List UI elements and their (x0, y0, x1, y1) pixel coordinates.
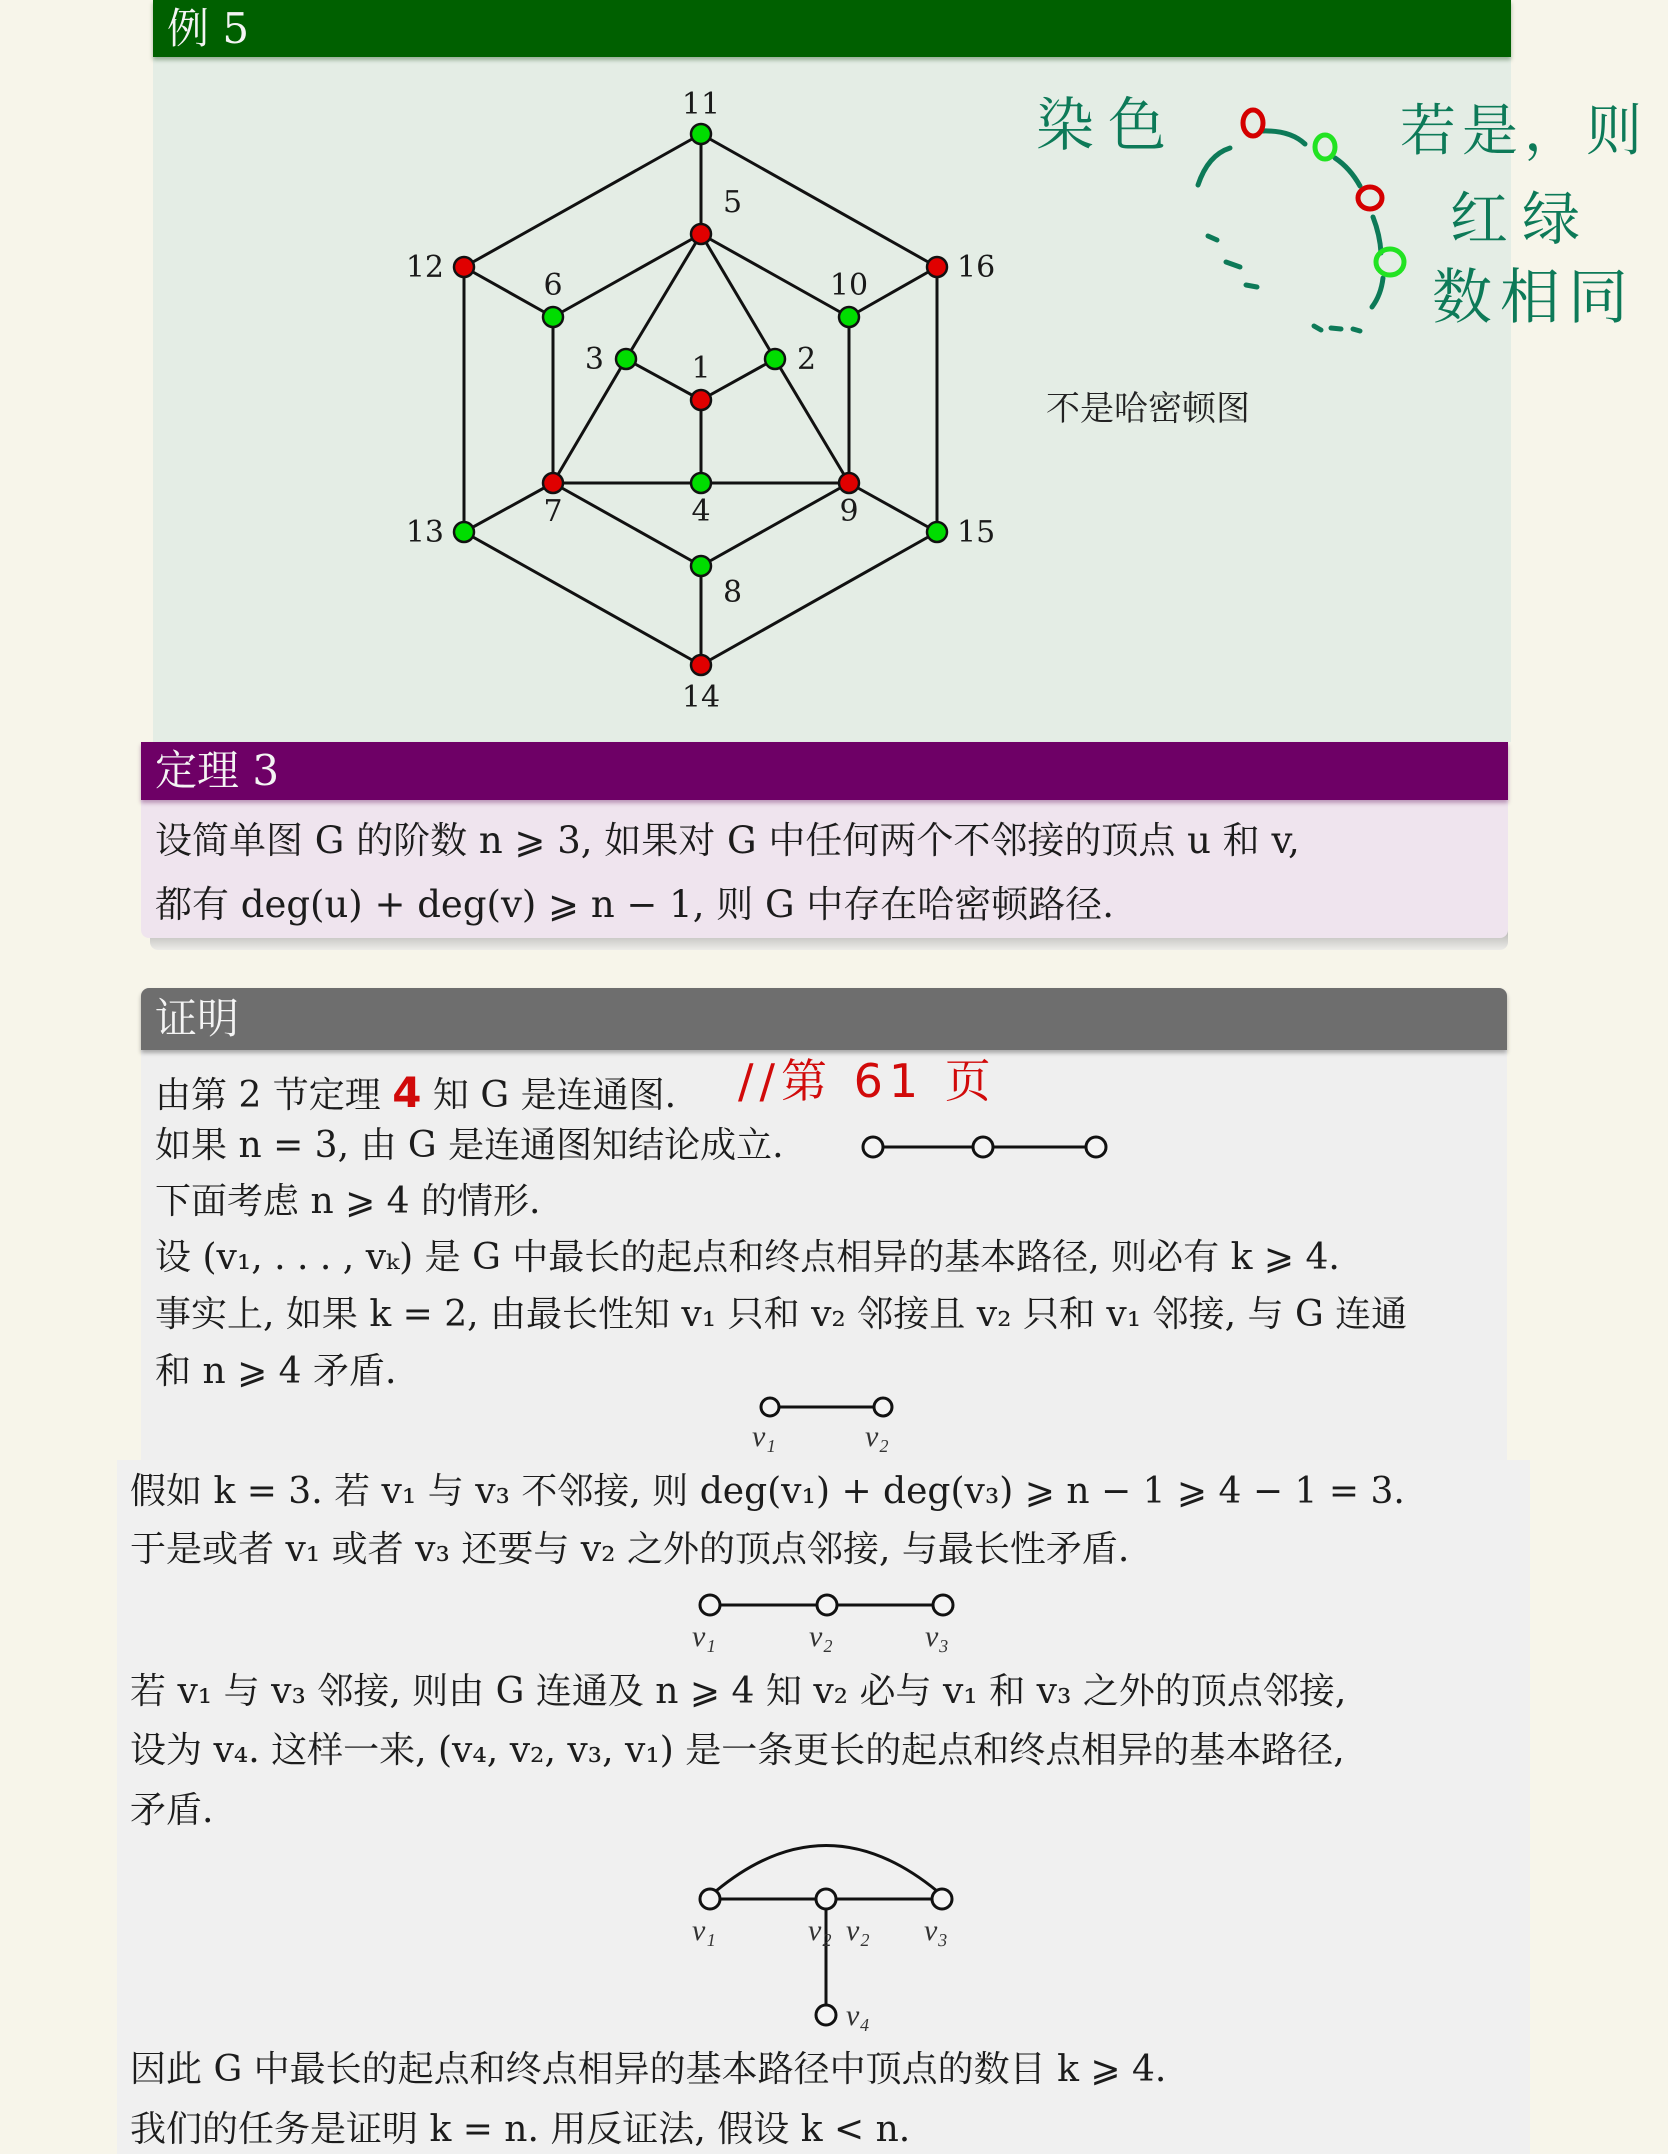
proof-cont-line-6: 因此 G 中最长的起点和终点相异的基本路径中顶点的数目 k ⩾ 4. (130, 2049, 1167, 2090)
graph-vertex-label: 11 (681, 87, 721, 122)
fig-k2-label-v1: v₁ (752, 1420, 776, 1453)
fig-k3b-label-v2a: v₂ (808, 1914, 832, 1947)
graph-vertex-label: 2 (797, 342, 817, 377)
graph-vertex-label: 6 (543, 268, 563, 303)
graph-vertex-label: 15 (957, 515, 996, 550)
proof-title: 证明 (155, 994, 240, 1043)
fig-k3-label-v2: v₂ (809, 1620, 833, 1653)
red-annotation-page-ref: //第 61 页 (738, 1054, 997, 1108)
proof-cont-line-3: 若 v₁ 与 v₃ 邻接, 则由 G 连通及 n ⩾ 4 知 v₂ 必与 v₁ 和 v₃ 之外的顶点邻接, (130, 1671, 1347, 1712)
fig-k3b-label-v3: v₃ (924, 1914, 948, 1947)
graph-vertex-label: 16 (957, 250, 996, 285)
red-annotation-digit: 4 (392, 1068, 422, 1117)
example-title: 例 5 (167, 3, 250, 53)
proof-line-4: 设 (v₁, . . . , vₖ) 是 G 中最长的起点和终点相异的基本路径, 则必有 k ⩾ 4. (155, 1237, 1340, 1278)
fig-k2-label-v2: v₂ (865, 1420, 889, 1453)
graph-vertex-label: 7 (543, 494, 563, 529)
fig-k3-label-v3: v₃ (925, 1620, 949, 1653)
theorem-line-1: 设简单图 G 的阶数 n ⩾ 3, 如果对 G 中任何两个不邻接的顶点 u 和 v, (155, 819, 1300, 862)
graph-vertex-label: 3 (584, 342, 604, 377)
proof-cont-line-2: 于是或者 v₁ 或者 v₃ 还要与 v₂ 之外的顶点邻接, 与最长性矛盾. (130, 1529, 1130, 1570)
fig-k3-label-v1: v₁ (692, 1620, 716, 1653)
graph-vertex-label: 12 (405, 250, 444, 285)
proof-line-1-head: 由第 2 节定理 (155, 1075, 393, 1116)
handwritten-note-line1: 若是，则 (1400, 99, 1648, 164)
proof-line-2: 如果 n = 3, 由 G 是连通图知结论成立. (155, 1125, 784, 1166)
graph-caption: 不是哈密顿图 (1046, 389, 1250, 429)
graph-vertex-label: 8 (723, 575, 743, 610)
proof-cont-line-5: 矛盾. (130, 1790, 214, 1831)
proof-cont-line-1: 假如 k = 3. 若 v₁ 与 v₃ 不邻接, 则 deg(v₁) + deg(v₃) ⩾ n − 1 ⩾ 4 − 1 = 3. (130, 1471, 1405, 1512)
proof-line-6: 和 n ⩾ 4 矛盾. (155, 1351, 397, 1392)
fig-k3b-label-v1: v₁ (692, 1914, 716, 1947)
theorem-line-2: 都有 deg(u) + deg(v) ⩾ n − 1, 则 G 中存在哈密顿路径. (155, 883, 1115, 926)
theorem-title: 定理 3 (155, 746, 280, 795)
graph-vertex-label: 10 (829, 268, 869, 303)
graph-vertex-label: 5 (723, 185, 743, 220)
proof-cont-line-7: 我们的任务是证明 k = n. 用反证法, 假设 k < n. (130, 2109, 911, 2150)
fig-k3b-label-v2b: v₂ (846, 1914, 870, 1947)
graph-vertex-label: 14 (681, 680, 721, 715)
handwritten-coloring-label: 染色 (1036, 91, 1181, 159)
graph-vertex-label: 13 (405, 515, 444, 550)
handwritten-note-line3: 数相同 (1432, 263, 1636, 333)
graph-vertex-label: 4 (691, 494, 711, 529)
proof-line-5: 事实上, 如果 k = 2, 由最长性知 v₁ 只和 v₂ 邻接且 v₂ 只和 v₁ 邻接, 与 G 连通 (155, 1294, 1408, 1335)
proof-line-3: 下面考虑 n ⩾ 4 的情形. (155, 1181, 541, 1222)
fig-k3b-label-v4: v₄ (846, 1999, 870, 2032)
graph-vertex-label: 9 (839, 494, 859, 529)
handwritten-note-line2: 红绿 (1450, 185, 1595, 253)
graph-vertex-label: 1 (691, 351, 711, 386)
proof-cont-line-4: 设为 v₄. 这样一来, (v₄, v₂, v₃, v₁) 是一条更长的起点和终点相异的基本路径, (130, 1730, 1345, 1771)
proof-line-1-tail: 知 G 是连通图. (421, 1075, 677, 1116)
